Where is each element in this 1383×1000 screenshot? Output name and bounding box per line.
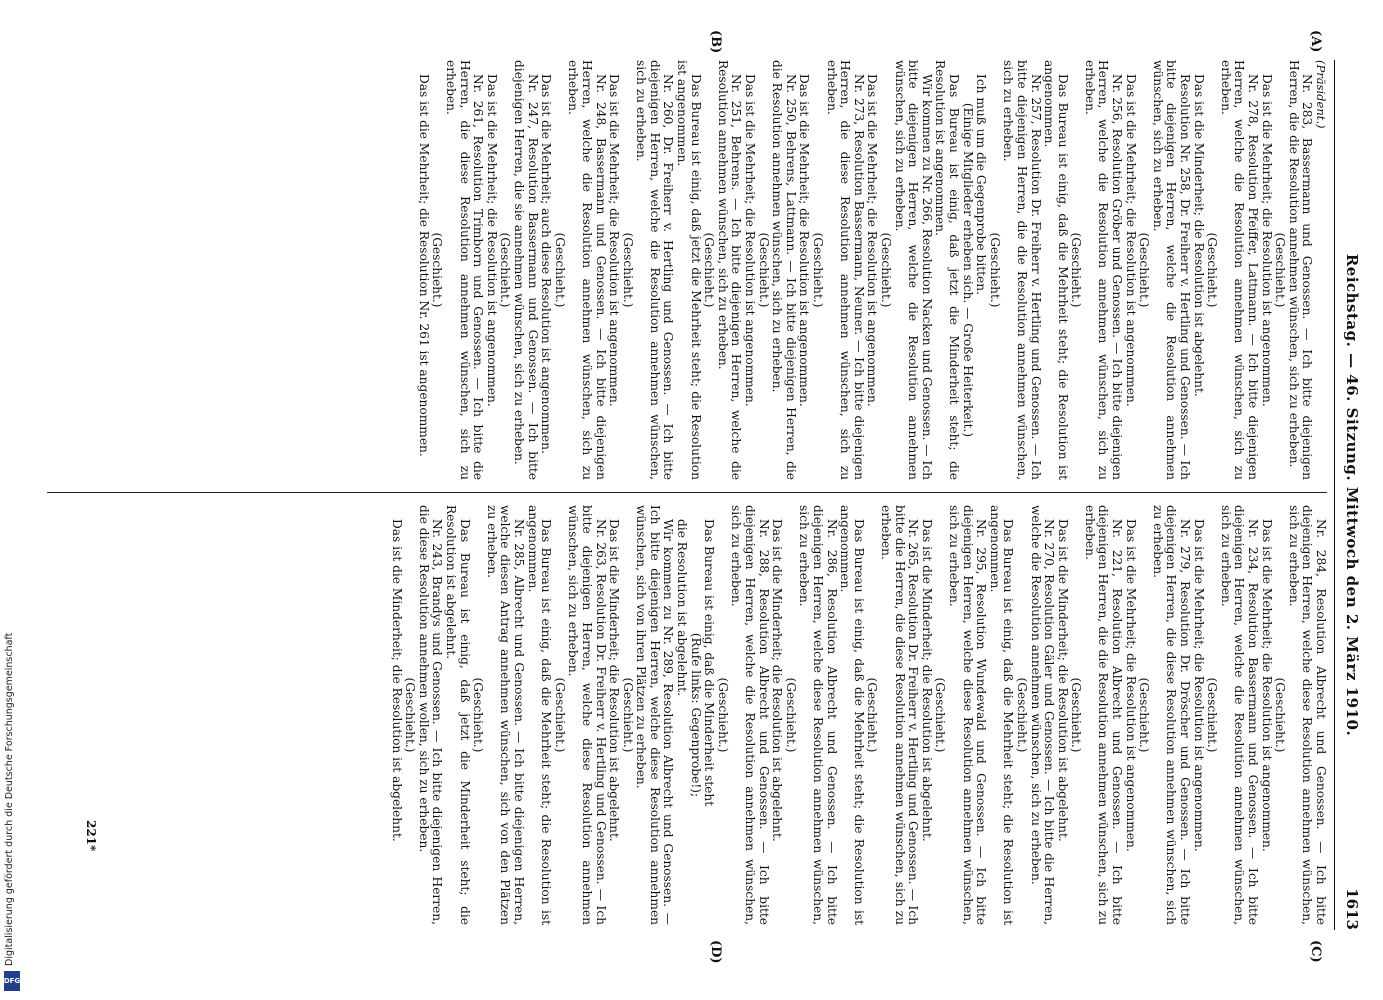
stage-direction: (Geschieht.) <box>1014 677 1029 753</box>
stage-direction: (Geschieht.) <box>879 232 893 308</box>
page-header <box>1334 60 1365 930</box>
paragraph: Das ist die Minderheit; die Resolution ist abgelehnt. <box>1191 74 1206 397</box>
paragraph: Nr. 234, Resolution Bassermann und Genossen. — Ich bitte diejenigen Herren, welche die Resolution annehmen wünschen, sich zu erheben. <box>1218 505 1261 925</box>
paragraph: Nr. 256, Resolution Gröber und Genossen. — Ich bitte diejenigen Herren, welche die Resolution annehmen wünschen, sich zu erheben. <box>1082 60 1125 480</box>
paragraph: Das ist die Mehrheit; die Resolution ist angenommen. <box>743 74 758 407</box>
stage-direction: (Geschieht.) <box>1205 677 1220 753</box>
paragraph: Das ist die Minderheit; die Resolution ist abgelehnt. <box>919 519 934 842</box>
stage-direction: (Geschieht.) <box>1273 677 1288 753</box>
paragraph: Nr. 288, Resolution Albrecht und Genossen. — Ich bitte diejenigen Herren, welche die Resolution annehmen wünschen, sich zu erheben. <box>729 505 771 925</box>
stage-direction: (Geschieht.) <box>1137 232 1152 308</box>
paragraph: Das ist die Mehrheit; die Resolution ist angenommen. <box>1123 519 1138 852</box>
dfg-sidebar-text: Digitalisierung gefördert durch die Deutsche Forschungsgemeinschaft <box>4 632 15 966</box>
header-title: Reichstag. — 46. Sitzung. Mittwoch den 2. März 1910. <box>1343 253 1361 737</box>
stage-direction: (Geschieht.) <box>783 677 798 753</box>
stage-direction: (Geschieht.) <box>403 677 418 753</box>
stage-direction: (Geschieht.) <box>498 232 513 308</box>
stage-direction: (Geschieht.) <box>1069 232 1084 308</box>
paragraph: Nr. 270, Resolution Gäler und Genossen. — Ich bitte die Herren, welche die Resolution annehmen wünschen, sich zu erheben. <box>1028 505 1057 925</box>
paragraph: Nr. 265, Resolution Dr. Freiherr v. Hertling und Genossen. — Ich bitte die Herren, die diese Resolution annehmen wünschen, sich zu erheben. <box>879 505 921 925</box>
paragraph: Nr. 250, Behrens, Lattmann. — Ich bitte diejenigen Herren, die die Resolution annehmen wünschen, sich zu erheben. <box>770 60 798 480</box>
paragraph: Das Bureau ist einig, daß die Mehrheit steht; die Resolution ist angenommen. <box>525 505 554 925</box>
stage-direction: (Geschieht.) <box>811 232 826 308</box>
paragraph: Nr. 251, Behrens. — Ich bitte diejenigen Herren, welche die Resolution annehmen wünschen, sich zu erheben. <box>715 60 744 480</box>
stage-direction: (Geschieht.) <box>552 232 567 308</box>
paragraph: Nr. 283, Bassermann und Genossen. — Ich bitte diejenigen Herren, die die Resolution annehmen wünschen, sich zu erheben. <box>1286 60 1315 480</box>
paragraph: Nr. 278, Resolution Pfeiffer, Lattmann. — Ich bitte diejenigen Herren, welche die Resolution annehmen wünschen, sich zu erheben. <box>1218 60 1261 480</box>
paragraph: Nr. 273, Resolution Bassermann, Neuner. — Ich bitte diejenigen Herren, die diese Resolution annehmen wünschen, sich zu erheben. <box>824 60 866 480</box>
dfg-sidebar <box>2 606 22 994</box>
stage-direction: (Geschieht.) <box>715 677 730 753</box>
margin-mark-c: (C) <box>1308 940 1323 963</box>
stage-direction: (Rufe links: Gegenprobe!); <box>688 632 703 798</box>
paragraph: Das ist die Mehrheit; die Resolution ist angenommen. <box>1259 519 1274 852</box>
right-text-column <box>389 505 1327 925</box>
stage-direction: (Geschieht.) <box>756 232 771 308</box>
paragraph: Ich muß um die Gegenprobe bitten. <box>974 74 989 295</box>
paragraph: Das ist die Mehrheit; die Resolution Nr. 261 ist angenommen. <box>416 74 431 457</box>
stage-direction: (Geschieht.) <box>1137 677 1152 753</box>
margin-mark-a: (A) <box>1308 30 1323 53</box>
paragraph: Wir kommen zu Nr. 266, Resolution Nacken und Genossen. — Ich bitte diejenigen Herren, welche die Resolution annehmen wünschen, sich zu erheben. <box>892 60 934 480</box>
paragraph: Das ist die Mehrheit; die Resolution ist angenommen. <box>1259 74 1274 407</box>
paragraph: Nr. 248, Bassermann und Genossen. — Ich bitte diejenigen Herren, welche die Resolution annehmen wünschen, sich zu erheben. <box>566 60 608 480</box>
paragraph: Nr. 286, Resolution Albrecht und Genossen. — Ich bitte diejenigen Herren, welche diese Resolution annehmen wünschen, sich zu erheben. <box>797 505 839 925</box>
stage-direction: (Geschieht.) <box>471 677 486 753</box>
stage-direction: (Geschieht.) <box>987 232 1002 308</box>
paragraph: Nr. 257, Resolution Dr. Freiherr v. Hertling und Genossen. — Ich bitte diejenigen Herren, die die Resolution annehmen wünschen, sich zu erheben. <box>1001 60 1043 480</box>
stage-direction: (Geschieht.) <box>1205 232 1220 308</box>
paragraph: Das Bureau ist einig, daß die Minderheit steht <box>702 519 717 807</box>
column-divider <box>47 492 1327 493</box>
paragraph: Das ist die Mehrheit; die Resolution ist angenommen. <box>607 74 622 407</box>
stage-direction: (Geschieht.) <box>1069 677 1084 753</box>
margin-mark-d: (D) <box>708 940 723 964</box>
stage-direction: (Geschieht.) <box>702 232 717 308</box>
stage-direction: (Geschieht.) <box>1273 232 1288 308</box>
stage-direction: (Geschieht.) <box>865 677 880 753</box>
dfg-logo: DFG <box>4 971 20 991</box>
paragraph: Das ist die Minderheit; die Resolution ist abgelehnt. <box>607 519 622 842</box>
paragraph: die Resolution ist abgelehnt. <box>675 519 690 696</box>
page-footer-signature: 221* <box>84 820 98 852</box>
left-text-column <box>416 60 1327 480</box>
paragraph: Nr. 221, Resolution Albrecht und Genossen. — Ich bitte diejenigen Herren, die die Resolution annehmen wünschen, sich zu erheben. <box>1082 505 1125 925</box>
paragraph: Das Bureau ist einig, daß die Mehrheit steht; die Resolution ist angenommen. <box>987 505 1016 925</box>
paragraph: Das ist die Minderheit; die Resolution ist abgelehnt. <box>1055 519 1070 842</box>
stage-direction: (Geschieht.) <box>620 232 635 308</box>
paragraph: Das Bureau ist einig, daß die Mehrheit steht; die Resolution ist angenommen. <box>838 505 866 925</box>
paragraph: Das Bureau ist einig, daß jetzt die Minderheit steht; die Resolution ist abgelehnt. <box>444 505 472 925</box>
stage-direction: (Einige Mitglieder erheben sich. — Große Heiterkeit.) <box>960 102 975 438</box>
margin-mark-b: (B) <box>708 30 723 54</box>
paragraph: Resolution Nr. 258, Dr. Freiherr v. Hertling und Genossen. — Ich bitte diejenigen Herren, welche die Resolution annehmen wünschen, sich zu erheben. <box>1150 60 1193 480</box>
stage-direction: (Geschieht.) <box>430 232 445 308</box>
paragraph: Das ist die Mehrheit; die Resolution ist angenommen. <box>1123 74 1138 407</box>
stage-direction: (Geschieht.) <box>620 677 635 753</box>
paragraph: Das ist die Mehrheit; die Resolution ist angenommen. <box>484 74 499 407</box>
page-number: 1613 <box>1343 888 1361 930</box>
paragraph: Nr. 243, Brandys und Genossen. — Ich bitte diejenigen Herren, die diese Resolution annehmen wollen, sich zu erheben. <box>416 505 445 925</box>
stage-direction: (Geschieht.) <box>552 677 567 753</box>
paragraph: Nr. 295, Resolution Wundewald und Genossen. — Ich bitte diejenigen Herren, welche diese Resolution annehmen wünschen, sich zu erheben. <box>946 505 989 925</box>
paragraph: Nr. 279, Resolution Dr. Dröscher und Genossen. — Ich bitte diejenigen Herren, die diese Resolution annehmen wünschen, sich zu erheben. <box>1150 505 1193 925</box>
paragraph: Das Bureau ist einig, daß die Mehrheit steht; die Resolution ist angenommen. <box>1042 60 1070 480</box>
paragraph: Das ist die Mehrheit; die Resolution ist angenommen. <box>797 74 812 407</box>
paragraph: Das Bureau ist einig, daß jetzt die Mehrheit steht; die Resolution ist angenommen. <box>675 60 703 480</box>
paragraph: (Präsident.) <box>1314 60 1328 129</box>
paragraph: Das ist die Mehrheit; die Resolution ist angenommen. <box>1191 519 1206 852</box>
paragraph: Nr. 263, Resolution Dr. Freiherr v. Hertling und Genossen. — Ich bitte diejenigen Herren, welche diese Resolution annehmen wünschen, sich zu erheben. <box>566 505 608 925</box>
paragraph: Nr. 247, Resolution Bassermann und Genossen. — Ich bitte diejenigen Herren, die sie annehmen wünschen, sich zu erheben. <box>511 60 540 480</box>
paragraph: Nr. 260, Dr. Freiherr v. Hertling und Genossen. — Ich bitte diejenigen Herren, welche die Resolution annehmen wünschen, sich zu erheben. <box>634 60 676 480</box>
paragraph: Wir kommen zu Nr. 289, Resolution Albrecht und Genossen. — Ich bitte diejenigen Herren, welche diese Resolution annehmen wünschen, sich von ihren Plätzen zu erheben. <box>634 505 676 925</box>
paragraph: Nr. 285, Albrecht und Genossen. — Ich bitte diejenigen Herren, welche diesen Antrag annehmen wünschen, sich von den Plätzen zu erheben. <box>484 505 526 925</box>
paragraph: Das Bureau ist einig, daß jetzt die Minderheit steht; die Resolution ist angenommen. <box>933 60 961 480</box>
paragraph: Das ist die Mehrheit; die Resolution ist angenommen. <box>865 74 880 407</box>
paragraph: Das ist die Minderheit; die Resolution ist abgelehnt. <box>770 519 785 842</box>
paragraph: Nr. 261, Resolution Trimborn und Genossen. — Ich bitte die Herren, die diese Resolution annehmen wünschen, sich zu erheben. <box>444 60 486 480</box>
paragraph: Das ist die Minderheit; die Resolution ist abgelehnt. <box>389 519 404 842</box>
paragraph: Das ist die Mehrheit; auch diese Resolution ist angenommen. <box>539 74 554 454</box>
stage-direction: (Geschieht.) <box>933 677 948 753</box>
paragraph: Nr. 284, Resolution Albrecht und Genossen. — Ich bitte diejenigen Herren, welche diese Resolution annehmen wünschen, sich zu erheben. <box>1286 505 1328 925</box>
